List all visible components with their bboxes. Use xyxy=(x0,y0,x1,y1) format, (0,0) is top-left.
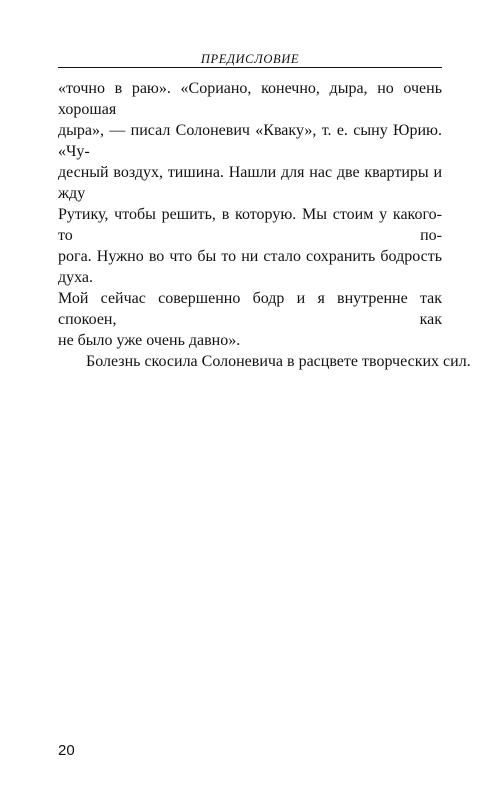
text-line: «точно в раю». «Сориано, конечно, дыра, но очень хорошая xyxy=(58,80,442,118)
text-line: Рутику, чтобы решить, в которую. Мы стоим у какого-то по- xyxy=(58,206,442,244)
text-line: Мой сейчас совершенно бодр и я внутренне так спокоен, как xyxy=(58,290,442,328)
paragraph xyxy=(58,78,442,351)
text-line: дыра», — писал Солоневич «Кваку», т. е. сыну Юрию. «Чу- xyxy=(58,122,442,160)
text-line: десный воздух, тишина. Нашли для нас две квартиры и жду xyxy=(58,164,442,202)
running-head: ПРЕДИСЛОВИЕ xyxy=(200,52,300,66)
text-line: не было уже очень давно». xyxy=(58,332,241,349)
text-line: Болезнь скосила Солоневича в расцвете творческих сил. xyxy=(86,353,471,370)
text-line: рога. Нужно во что бы то ни стало сохранить бодрость духа. xyxy=(58,248,442,286)
header-rule xyxy=(58,67,442,68)
page-number: 20 xyxy=(58,742,75,759)
paragraph xyxy=(58,351,471,372)
page-body xyxy=(58,78,471,372)
